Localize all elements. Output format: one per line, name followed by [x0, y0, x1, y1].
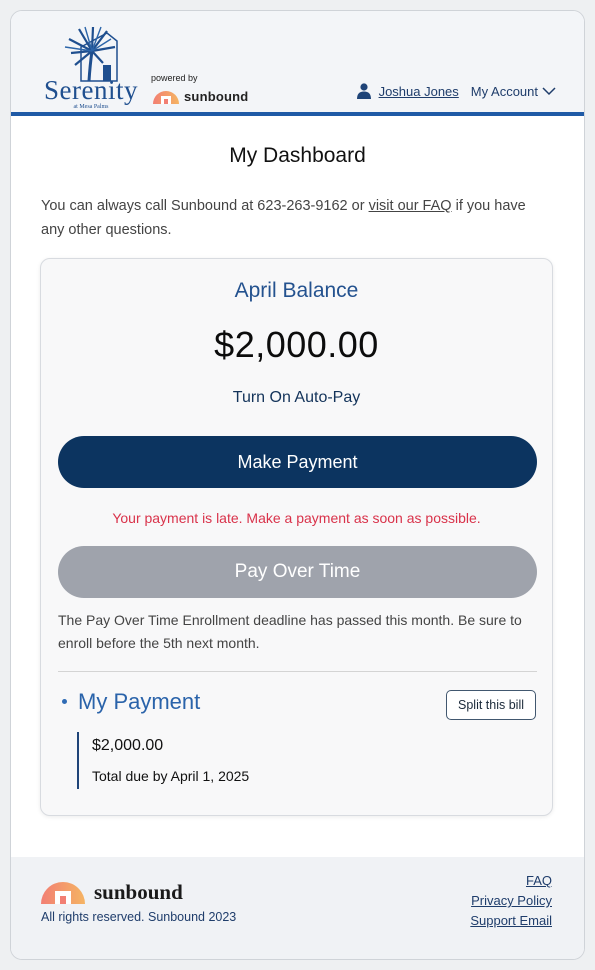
my-account-dropdown[interactable] [471, 84, 556, 99]
header [11, 11, 584, 116]
chevron-down-icon [542, 87, 556, 96]
split-bill-button[interactable]: Split this bill [446, 690, 536, 720]
footer-links [470, 871, 552, 931]
my-payment-amount: $2,000.00 [92, 737, 164, 754]
balance-card [40, 258, 553, 816]
app-window [10, 10, 585, 960]
powered-by-label: powered by [151, 73, 198, 83]
faq-link[interactable]: visit our FAQ [368, 198, 452, 214]
footer [11, 857, 584, 960]
page-title: My Dashboard [229, 144, 366, 167]
faq-footer-link[interactable]: FAQ [525, 873, 552, 888]
serenity-logo[interactable] [39, 25, 143, 109]
my-account-label: My Account [470, 83, 538, 99]
balance-title: April Balance [234, 279, 359, 302]
help-text [41, 194, 551, 242]
partner-logo [152, 89, 248, 104]
divider [58, 671, 537, 672]
pay-over-time-note: The Pay Over Time Enrollment deadline has passed this month. Be sure to enroll before the 5th next month. [58, 612, 522, 651]
partner-name: sunbound [184, 89, 249, 104]
sunbound-sun-icon [152, 90, 180, 104]
make-payment-button[interactable]: Make Payment [58, 436, 537, 488]
my-payment-due-date: Total due by April 1, 2025 [92, 768, 250, 784]
user-menu [357, 83, 556, 99]
footer-logo [40, 880, 183, 905]
user-icon [357, 83, 371, 99]
bullet-icon [62, 699, 67, 704]
balance-amount: $2,000.00 [214, 324, 379, 365]
support-email-link[interactable]: Support Email [470, 913, 552, 928]
copyright-text: All rights reserved. Sunbound 2023 [41, 910, 237, 924]
footer-brand: sunbound [94, 880, 183, 904]
sunbound-sun-icon [40, 881, 86, 904]
logo-wordmark: Serenity [44, 75, 138, 105]
help-text-before: You can always call Sunbound at 623-263-9162 or [41, 198, 369, 214]
help-text-after: if you have any other questions. [41, 198, 526, 238]
payment-detail-bar [77, 732, 79, 789]
pay-over-time-button[interactable]: Pay Over Time [58, 546, 537, 598]
privacy-policy-link[interactable]: Privacy Policy [471, 893, 552, 908]
user-name-link[interactable]: Joshua Jones [378, 83, 459, 99]
my-payment-title: My Payment [78, 689, 201, 714]
late-payment-warning: Your payment is late. Make a payment as soon as possible. [112, 510, 481, 526]
autopay-link[interactable]: Turn On Auto-Pay [232, 389, 361, 406]
logo-subtext: at Mesa Palms [73, 104, 109, 110]
